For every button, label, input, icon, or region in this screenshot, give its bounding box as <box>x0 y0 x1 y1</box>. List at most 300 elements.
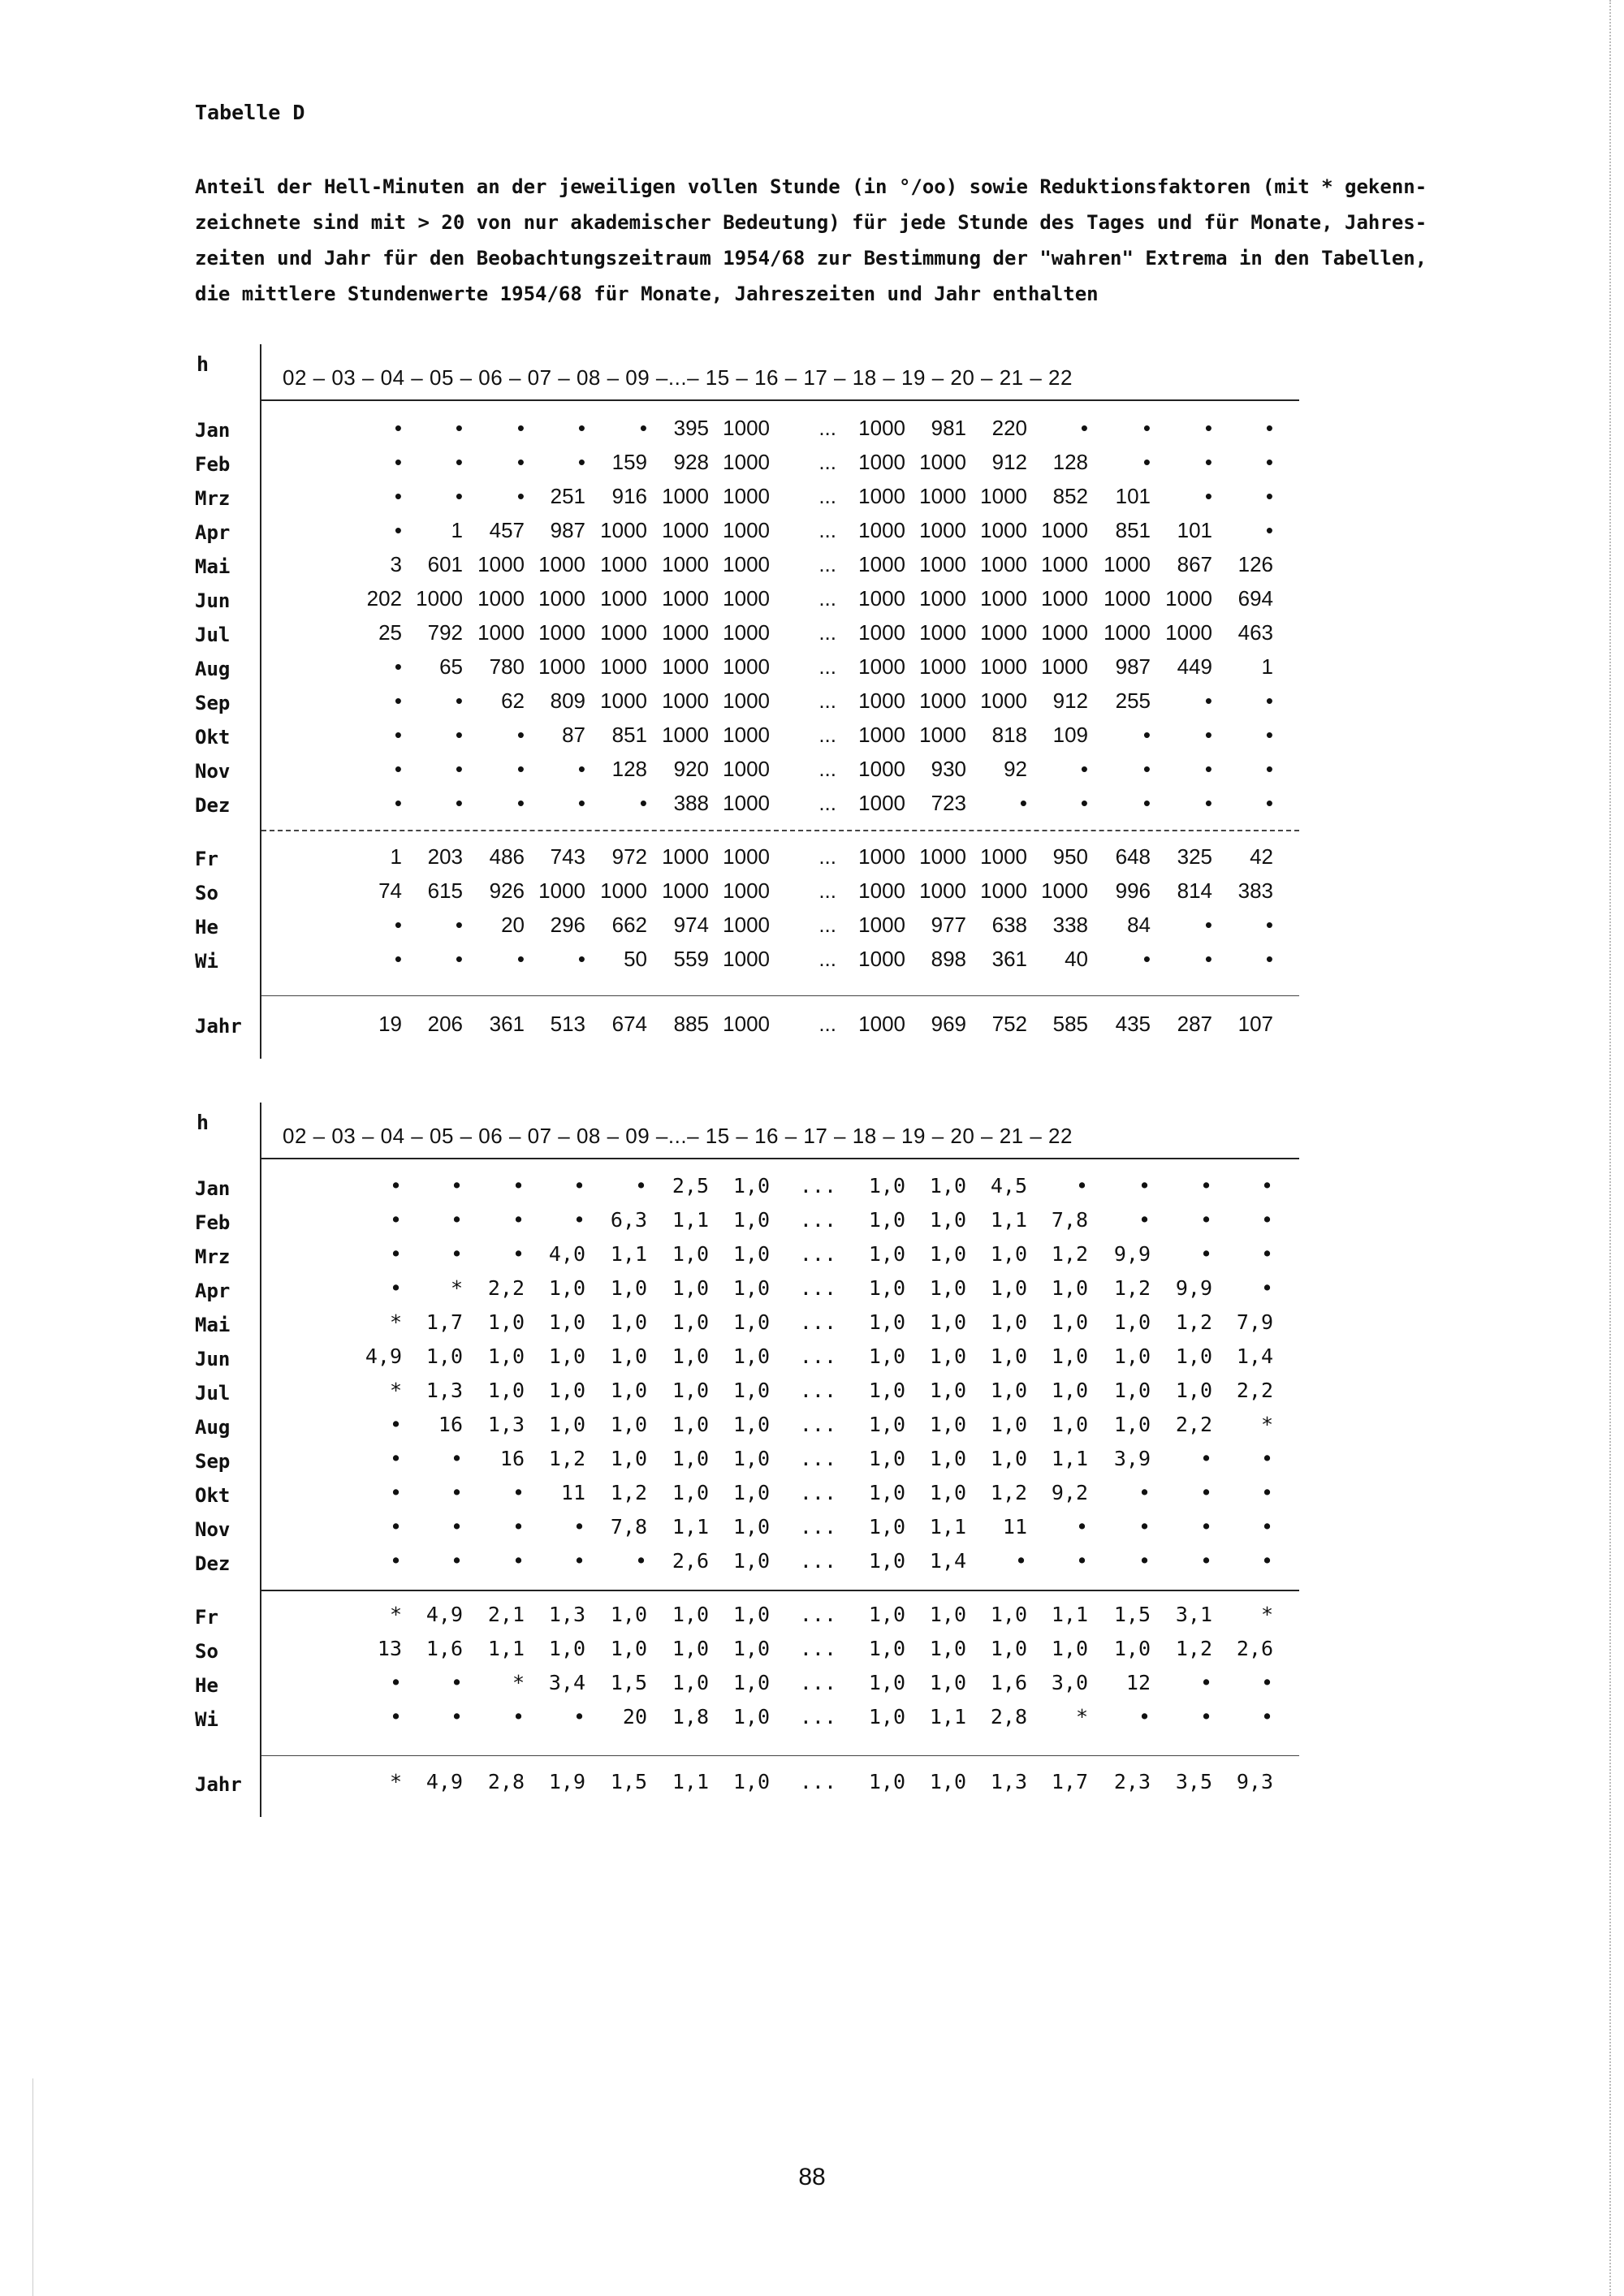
table-cell: 20 <box>622 1705 647 1728</box>
table-cell: 109 <box>1052 723 1088 747</box>
table-cell: • <box>1204 791 1212 815</box>
table-cell: ... <box>799 1770 836 1793</box>
intro-text <box>195 169 1510 312</box>
table-row <box>195 1512 1299 1546</box>
table-row <box>195 1546 1299 1580</box>
table-cell: • <box>455 947 463 971</box>
table-cell: 1,0 <box>487 1344 525 1368</box>
table-cell: • <box>1204 450 1212 474</box>
table-cell: • <box>577 450 585 474</box>
table-cell: • <box>394 450 402 474</box>
table-cell: 1000 <box>980 620 1027 645</box>
table-cell: 1,0 <box>610 1413 647 1436</box>
table-cell: 388 <box>673 791 709 815</box>
table-cell: 1,0 <box>990 1413 1027 1436</box>
table-cell: • <box>394 791 402 815</box>
table-cell: • <box>1142 450 1151 474</box>
table-cell: 1000 <box>858 947 905 971</box>
table-cell: 1000 <box>858 484 905 508</box>
table-cell: 3,4 <box>548 1671 585 1694</box>
table-cell: • <box>1142 757 1151 781</box>
table-cell: • <box>634 1549 647 1573</box>
table-cell: • <box>1138 1481 1151 1504</box>
table-cell: 1000 <box>919 688 966 713</box>
table-cell: 1000 <box>600 620 647 645</box>
table-cell: • <box>450 1549 463 1573</box>
table-cell: 220 <box>991 416 1027 440</box>
table-cell: 1,3 <box>425 1379 463 1402</box>
table-cell: 1 <box>1261 654 1273 679</box>
table-cell: • <box>1265 484 1273 508</box>
table-row <box>195 515 1299 549</box>
table-cell: 42 <box>1250 844 1273 869</box>
table-cell: 1000 <box>416 586 463 611</box>
table-row <box>195 1767 1299 1801</box>
table-cell: 1000 <box>662 654 709 679</box>
row-label: Mai <box>195 555 231 578</box>
table-cell: • <box>512 1549 525 1573</box>
table-cell: • <box>1199 1705 1212 1728</box>
row-label: Jan <box>195 419 231 442</box>
table-cell: 1000 <box>723 947 770 971</box>
table-row <box>195 1008 1299 1042</box>
table-cell: • <box>1019 791 1027 815</box>
table-cell: * <box>389 1770 402 1793</box>
table-cell: • <box>516 450 525 474</box>
table-cell: 1,6 <box>990 1671 1027 1694</box>
header-rule <box>261 399 1299 401</box>
table-cell: 1,0 <box>929 1310 966 1334</box>
table-cell: • <box>455 723 463 747</box>
row-label: Sep <box>195 1450 231 1473</box>
table-cell: • <box>450 1208 463 1232</box>
table-cell: 1,5 <box>1113 1603 1151 1626</box>
table-cell: • <box>512 1242 525 1266</box>
table-cell: 11 <box>1002 1515 1027 1539</box>
table-cell: • <box>577 416 585 440</box>
table-cell: 1000 <box>723 844 770 869</box>
table-cell: 1,0 <box>672 1637 709 1660</box>
table-cell: 1,0 <box>868 1671 905 1694</box>
row-label: Mrz <box>195 1245 231 1268</box>
table-cell: 9,2 <box>1051 1481 1088 1504</box>
table-cell: 1,8 <box>672 1705 709 1728</box>
table-cell: 2,3 <box>1113 1770 1151 1793</box>
table-cell: • <box>572 1208 585 1232</box>
table-row <box>195 943 1299 978</box>
table-cell: 1,1 <box>1051 1603 1088 1626</box>
table-cell: • <box>1138 1705 1151 1728</box>
row-label: Jahr <box>195 1015 242 1038</box>
table-cell: • <box>577 947 585 971</box>
table-cell: 1000 <box>662 620 709 645</box>
table-cell: • <box>1204 757 1212 781</box>
table-cell: 202 <box>366 586 402 611</box>
table-cell: 1000 <box>1041 878 1088 903</box>
table-cell: 2,6 <box>672 1549 709 1573</box>
table-cell: 1,0 <box>610 1276 647 1300</box>
table-cell: 2,2 <box>487 1276 525 1300</box>
table-cell: 25 <box>378 620 402 645</box>
table-cell: 1,0 <box>548 1344 585 1368</box>
table-cell: • <box>512 1208 525 1232</box>
table-cell: 1,0 <box>548 1310 585 1334</box>
table-cell: • <box>455 416 463 440</box>
table-row <box>195 583 1299 617</box>
table-row <box>195 875 1299 909</box>
section-rule <box>261 1755 1299 1756</box>
table-cell: 1,0 <box>610 1310 647 1334</box>
table-cell: 1000 <box>1165 620 1212 645</box>
table-cell: • <box>1265 518 1273 542</box>
table-row <box>195 1634 1299 1668</box>
table-cell: • <box>394 723 402 747</box>
table-cell: ... <box>799 1174 836 1198</box>
table-cell: • <box>639 791 647 815</box>
table-cell: 1000 <box>858 416 905 440</box>
table-cell: 950 <box>1052 844 1088 869</box>
table-cell: 2,8 <box>990 1705 1027 1728</box>
table-cell: 1,1 <box>929 1515 966 1539</box>
table-cell: 601 <box>427 552 463 576</box>
table-cell: • <box>1260 1174 1273 1198</box>
table-cell: ... <box>818 518 836 542</box>
table-cell: • <box>516 416 525 440</box>
table-cell: 1,0 <box>732 1671 770 1694</box>
table-cell: 1,0 <box>929 1208 966 1232</box>
table-cell: 1000 <box>600 654 647 679</box>
table-cell: 752 <box>991 1012 1027 1036</box>
table-cell: 1000 <box>723 757 770 781</box>
row-label: He <box>195 1674 218 1697</box>
table-cell: • <box>572 1515 585 1539</box>
table-cell: • <box>389 1481 402 1504</box>
table-cell: 1000 <box>662 878 709 903</box>
table-cell: 449 <box>1177 654 1212 679</box>
table-cell: * <box>512 1671 525 1694</box>
table-cell: 1,0 <box>1175 1379 1212 1402</box>
table-cell: 1000 <box>600 518 647 542</box>
table-cell: 1000 <box>980 586 1027 611</box>
table-cell: 2,2 <box>1175 1413 1212 1436</box>
table-cell: 206 <box>427 1012 463 1036</box>
table-cell: 1,0 <box>990 1310 1027 1334</box>
table-cell: • <box>389 1413 402 1436</box>
table-row <box>195 1205 1299 1239</box>
table-cell: 1000 <box>538 654 585 679</box>
table-cell: 2,5 <box>672 1174 709 1198</box>
table-cell: • <box>1260 1705 1273 1728</box>
table-row <box>195 909 1299 943</box>
table-cell: 1000 <box>858 844 905 869</box>
table-cell: • <box>1142 416 1151 440</box>
table-cell: 920 <box>673 757 709 781</box>
table-cell: 1,0 <box>732 1515 770 1539</box>
table-cell: 1000 <box>723 518 770 542</box>
row-label: Apr <box>195 1280 231 1302</box>
table-cell: • <box>455 757 463 781</box>
table-cell: 585 <box>1052 1012 1088 1036</box>
table-cell: 1,0 <box>672 1447 709 1470</box>
table-cell: 101 <box>1177 518 1212 542</box>
table-cell: 1,0 <box>732 1705 770 1728</box>
table-cell: 1000 <box>723 688 770 713</box>
table-cell: ... <box>799 1344 836 1368</box>
table-cell: • <box>639 416 647 440</box>
table-cell: 1,0 <box>732 1276 770 1300</box>
table-cell: 2,2 <box>1236 1379 1273 1402</box>
table-cell: 1,4 <box>929 1549 966 1573</box>
table-cell: 1000 <box>919 620 966 645</box>
row-label: Jun <box>195 1348 231 1370</box>
table-cell: 3,0 <box>1051 1671 1088 1694</box>
table-cell: 1000 <box>858 1012 905 1036</box>
table-cell: ... <box>799 1515 836 1539</box>
table-cell: ... <box>818 723 836 747</box>
table-cell: • <box>450 1671 463 1694</box>
table-cell: 7,8 <box>1051 1208 1088 1232</box>
intro-line: Anteil der Hell-Minuten an der jeweiligen vollen Stunde (in °/oo) sowie Reduktionsfaktoren (mit * gekenn- <box>195 175 1427 198</box>
table-cell: 898 <box>931 947 966 971</box>
table-row <box>195 1444 1299 1478</box>
table-cell: 1000 <box>919 844 966 869</box>
table-cell: 1,7 <box>425 1310 463 1334</box>
table-cell: ... <box>799 1603 836 1626</box>
table-cell: • <box>450 1174 463 1198</box>
table-cell: 287 <box>1177 1012 1212 1036</box>
table-cell: 1,0 <box>929 1174 966 1198</box>
table-cell: • <box>634 1174 647 1198</box>
table-cell: • <box>1142 723 1151 747</box>
table-cell: 251 <box>550 484 585 508</box>
table-cell: 1000 <box>662 586 709 611</box>
table-row <box>195 1702 1299 1736</box>
table-cell: * <box>1260 1413 1273 1436</box>
table-cell: 1,0 <box>672 1603 709 1626</box>
table-cell: 1000 <box>477 620 525 645</box>
hour-label: h <box>197 352 209 376</box>
table-cell: 1000 <box>858 757 905 781</box>
table-cell: 930 <box>931 757 966 781</box>
table-cell: • <box>1204 947 1212 971</box>
table-cell: 128 <box>611 757 647 781</box>
row-label: So <box>195 882 218 904</box>
section-rule <box>261 830 1299 831</box>
table-cell: 1000 <box>1041 552 1088 576</box>
table-row <box>195 1375 1299 1409</box>
table-cell: ... <box>818 844 836 869</box>
table-cell: 1,0 <box>868 1481 905 1504</box>
table-cell: 1,0 <box>868 1344 905 1368</box>
table-cell: 1000 <box>919 484 966 508</box>
table-cell: • <box>450 1242 463 1266</box>
row-label: Mrz <box>195 487 231 510</box>
table-cell: 128 <box>1052 450 1088 474</box>
table-cell: 1,0 <box>548 1637 585 1660</box>
table-cell: 1000 <box>1165 586 1212 611</box>
table-cell: • <box>455 913 463 937</box>
table-cell: 1000 <box>980 484 1027 508</box>
table-cell: ... <box>818 1012 836 1036</box>
row-label: Feb <box>195 1211 231 1234</box>
table-cell: • <box>1265 723 1273 747</box>
table-cell: 203 <box>427 844 463 869</box>
table-cell: 74 <box>378 878 402 903</box>
table-cell: * <box>1260 1603 1273 1626</box>
table-cell: 987 <box>550 518 585 542</box>
table-cell: • <box>455 450 463 474</box>
table-cell: 1000 <box>662 552 709 576</box>
table-cell: 1000 <box>662 518 709 542</box>
table-cell: • <box>389 1705 402 1728</box>
table-cell: 694 <box>1237 586 1273 611</box>
table-cell: 126 <box>1237 552 1273 576</box>
table-cell: 1000 <box>1104 620 1151 645</box>
table-cell: 1000 <box>662 484 709 508</box>
table-cell: 1,0 <box>732 1310 770 1334</box>
table-cell: 1,2 <box>1113 1276 1151 1300</box>
table-cell: 4,9 <box>425 1770 463 1793</box>
table-cell: 1,0 <box>672 1242 709 1266</box>
table-cell: 1000 <box>600 552 647 576</box>
table-cell: 1,0 <box>929 1447 966 1470</box>
hour-header: 02 – 03 – 04 – 05 – 06 – 07 – 08 – 09 –...– 15 – 16 – 17 – 18 – 19 – 20 – 21 – 22 <box>283 1124 1073 1148</box>
table-cell: 1,0 <box>548 1276 585 1300</box>
table-cell: • <box>389 1174 402 1198</box>
table-cell: • <box>389 1447 402 1470</box>
table-cell: 1,1 <box>990 1208 1027 1232</box>
table-cell: • <box>389 1671 402 1694</box>
table-cell: • <box>1199 1447 1212 1470</box>
table-cell: 926 <box>489 878 525 903</box>
table-cell: 780 <box>489 654 525 679</box>
table-cell: 852 <box>1052 484 1088 508</box>
table-cell: 1000 <box>919 518 966 542</box>
table-cell: 3,5 <box>1175 1770 1212 1793</box>
row-label: Dez <box>195 794 231 817</box>
row-label: Feb <box>195 453 231 476</box>
table-cell: 1000 <box>723 878 770 903</box>
row-label: Nov <box>195 760 231 783</box>
table-cell: 1,2 <box>1175 1637 1212 1660</box>
table-cell: 1,9 <box>548 1770 585 1793</box>
table-cell: 2,6 <box>1236 1637 1273 1660</box>
table-cell: 1,0 <box>1113 1310 1151 1334</box>
header-rule <box>261 1158 1299 1159</box>
table-cell: • <box>394 688 402 713</box>
table-cell: 7,9 <box>1236 1310 1273 1334</box>
table-cell: 1000 <box>1041 620 1088 645</box>
intro-line: die mittlere Stundenwerte 1954/68 für Monate, Jahreszeiten und Jahr enthalten <box>195 283 1099 305</box>
table-cell: 2,8 <box>487 1770 525 1793</box>
table-cell: 1000 <box>980 552 1027 576</box>
table-cell: 1000 <box>858 654 905 679</box>
table-cell: ... <box>818 878 836 903</box>
table-row <box>195 1668 1299 1702</box>
table-cell: 1,0 <box>929 1770 966 1793</box>
table-cell: ... <box>818 450 836 474</box>
table-cell: 1,0 <box>868 1603 905 1626</box>
row-label: Wi <box>195 950 218 973</box>
table-cell: 1000 <box>723 586 770 611</box>
table-cell: 255 <box>1115 688 1151 713</box>
table-cell: 1,1 <box>672 1770 709 1793</box>
table-cell: ... <box>818 757 836 781</box>
table-cell: 648 <box>1115 844 1151 869</box>
table-cell: 1,0 <box>732 1603 770 1626</box>
table-row <box>195 1341 1299 1375</box>
table-cell: 1,0 <box>732 1208 770 1232</box>
table-cell: • <box>1075 1549 1088 1573</box>
table-cell: • <box>1075 1174 1088 1198</box>
table-cell: 1 <box>390 844 402 869</box>
table-cell: 885 <box>673 1012 709 1036</box>
table-cell: 1,0 <box>990 1603 1027 1626</box>
table-cell: 1,0 <box>732 1637 770 1660</box>
table-cell: 1,0 <box>1051 1413 1088 1436</box>
table-cell: 1,2 <box>610 1481 647 1504</box>
table-row <box>195 788 1299 822</box>
row-label: Nov <box>195 1518 231 1541</box>
row-label: Wi <box>195 1708 218 1731</box>
table-cell: • <box>455 791 463 815</box>
table-cell: 1000 <box>858 620 905 645</box>
row-label: Sep <box>195 692 231 714</box>
table-cell: • <box>1204 913 1212 937</box>
row-label: Jan <box>195 1177 231 1200</box>
table-cell: 1000 <box>919 586 966 611</box>
table-cell: 1,0 <box>548 1379 585 1402</box>
table-cell: 1,0 <box>868 1515 905 1539</box>
table-cell: 1000 <box>600 586 647 611</box>
table-cell: 912 <box>991 450 1027 474</box>
table-cell: 1000 <box>723 450 770 474</box>
table-cell: 1000 <box>1041 518 1088 542</box>
table-cell: 1,0 <box>732 1242 770 1266</box>
table-row <box>195 1599 1299 1634</box>
table-cell: 1000 <box>600 878 647 903</box>
table-cell: • <box>394 518 402 542</box>
table-cell: 12 <box>1125 1671 1151 1694</box>
table-cell: 1000 <box>662 688 709 713</box>
table-cell: ... <box>799 1637 836 1660</box>
table-cell: 1000 <box>919 878 966 903</box>
table-cell: 1,0 <box>487 1379 525 1402</box>
table-cell: • <box>389 1276 402 1300</box>
table-cell: • <box>1265 416 1273 440</box>
row-label: Aug <box>195 658 231 680</box>
table-cell: * <box>389 1603 402 1626</box>
table-row <box>195 617 1299 651</box>
row-label: He <box>195 916 218 939</box>
table-cell: 1000 <box>538 878 585 903</box>
table-cell: • <box>1265 913 1273 937</box>
table-cell: 1,0 <box>548 1413 585 1436</box>
table-cell: 1,0 <box>868 1637 905 1660</box>
table-cell: 1,0 <box>732 1549 770 1573</box>
table-cell: • <box>1260 1549 1273 1573</box>
table-cell: 338 <box>1052 913 1088 937</box>
table-cell: 4,5 <box>990 1174 1027 1198</box>
table-cell: 84 <box>1127 913 1151 937</box>
table-cell: 1000 <box>1041 586 1088 611</box>
table-cell: 818 <box>991 723 1027 747</box>
table-cell: 1,0 <box>990 1242 1027 1266</box>
row-label: So <box>195 1640 218 1663</box>
table-cell: 1,1 <box>672 1208 709 1232</box>
table-cell: 1,0 <box>1051 1379 1088 1402</box>
table-cell: 559 <box>673 947 709 971</box>
